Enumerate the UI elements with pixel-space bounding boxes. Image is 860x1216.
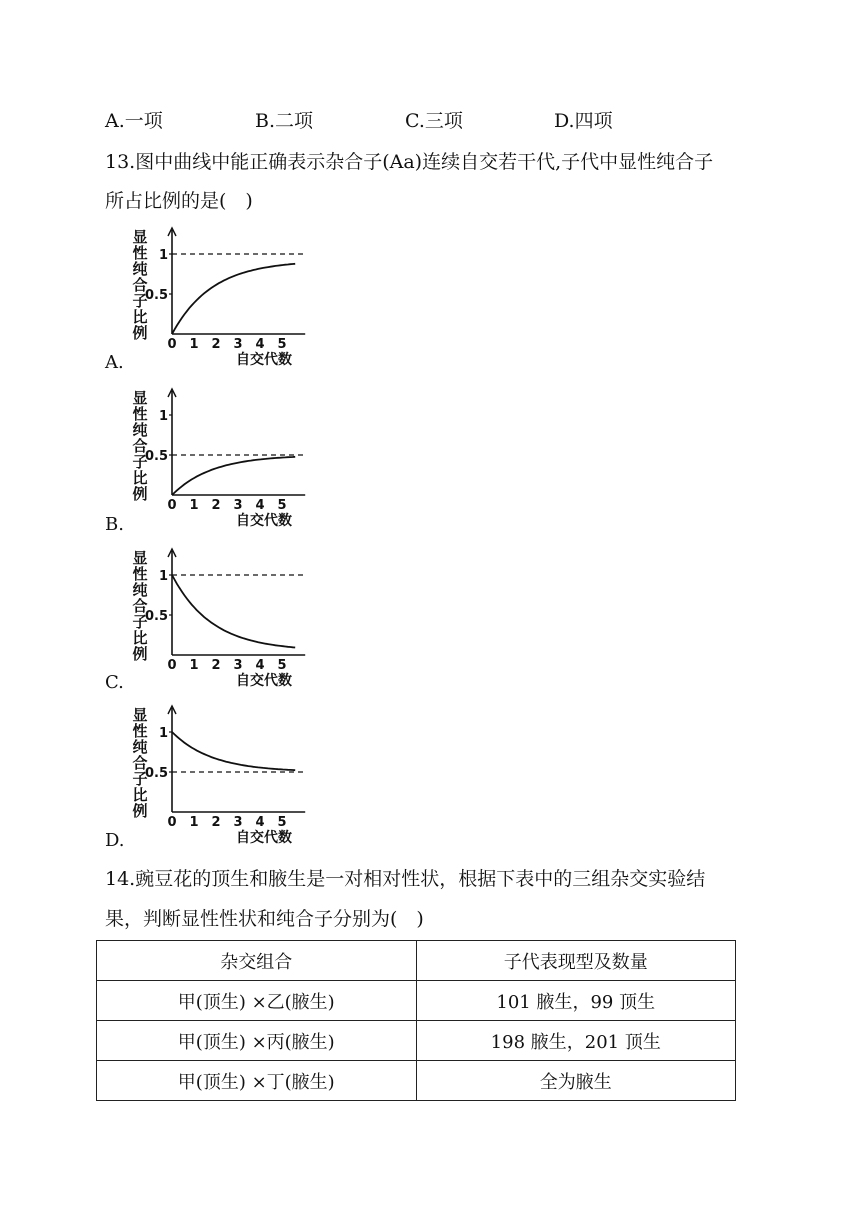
table-header-cell: 子代表现型及数量: [416, 941, 736, 981]
y-tick-label: 1: [158, 569, 168, 584]
table-row: [97, 1061, 736, 1101]
graph-a: [120, 222, 330, 367]
x-tick-label: 3: [233, 498, 243, 513]
x-tick-label: 1: [189, 658, 199, 673]
y-axis-label-char: 纯: [132, 738, 148, 756]
y-axis-label-char: 显: [132, 228, 148, 246]
y-tick-label: 1: [158, 409, 168, 424]
x-axis-label: 自交代数: [236, 673, 292, 689]
option-a: A.一项: [105, 110, 163, 132]
graph-c-svg: [120, 543, 330, 688]
x-tick-label: 0: [167, 815, 177, 830]
y-axis-label-char: 子: [132, 292, 148, 310]
y-axis-label-char: 合: [132, 437, 148, 455]
y-axis-label-char: 例: [132, 324, 148, 342]
table-row: [97, 1021, 736, 1061]
y-axis-label-char: 合: [132, 754, 148, 772]
y-axis-label-char: 比: [132, 308, 148, 326]
option-b: B.二项: [255, 110, 314, 132]
y-tick-label: 0.5: [144, 766, 168, 781]
y-axis-label-char: 子: [132, 613, 148, 631]
table-cell: 198 腋生，201 顶生: [416, 1021, 736, 1061]
x-tick-label: 3: [233, 815, 243, 830]
x-tick-label: 3: [233, 658, 243, 673]
x-tick-label: 4: [255, 498, 265, 513]
x-tick-label: 2: [211, 498, 221, 513]
y-axis-label-char: 比: [132, 629, 148, 647]
x-tick-label: 3: [233, 337, 243, 352]
data-curve: [172, 264, 295, 334]
graph-b: [120, 383, 330, 528]
table-cell: 全为腋生: [416, 1061, 736, 1101]
y-tick-label: 1: [158, 726, 168, 741]
x-tick-label: 5: [277, 658, 287, 673]
y-axis-label-char: 纯: [132, 421, 148, 439]
x-tick-label: 1: [189, 815, 199, 830]
y-axis-label-char: 比: [132, 469, 148, 487]
x-tick-label: 2: [211, 337, 221, 352]
y-tick-label: 1: [158, 248, 168, 263]
cross-results-table: [96, 940, 736, 1101]
x-tick-label: 4: [255, 337, 265, 352]
graph-a-svg: [120, 222, 330, 367]
graph-c-label: C.: [105, 672, 124, 693]
y-tick-label: 0.5: [144, 609, 168, 624]
x-tick-label: 4: [255, 815, 265, 830]
y-axis-label-char: 合: [132, 597, 148, 615]
y-axis-label-char: 例: [132, 645, 148, 663]
y-axis-label-char: 例: [132, 485, 148, 503]
y-axis-label-char: 性: [132, 565, 148, 583]
y-axis-label-char: 性: [132, 405, 148, 423]
y-axis-label-char: 显: [132, 389, 148, 407]
table-header-row: [97, 941, 736, 981]
table-cell: 101 腋生，99 顶生: [416, 981, 736, 1021]
data-curve: [172, 732, 295, 770]
x-tick-label: 0: [167, 337, 177, 352]
x-tick-label: 5: [277, 498, 287, 513]
table-cell: 甲(顶生) ×丁(腋生): [97, 1061, 417, 1101]
x-axis-label: 自交代数: [236, 830, 292, 846]
q14-stem-line-1: 14.豌豆花的顶生和腋生是一对相对性状，根据下表中的三组杂交实验结: [105, 868, 706, 890]
x-tick-label: 1: [189, 498, 199, 513]
y-axis-label-char: 子: [132, 770, 148, 788]
option-d: D.四项: [554, 110, 613, 132]
y-axis-label-char: 性: [132, 722, 148, 740]
y-tick-label: 0.5: [144, 288, 168, 303]
x-tick-label: 2: [211, 815, 221, 830]
x-tick-label: 0: [167, 498, 177, 513]
y-axis-label-char: 子: [132, 453, 148, 471]
y-axis-label-char: 例: [132, 802, 148, 820]
table-cell: 甲(顶生) ×乙(腋生): [97, 981, 417, 1021]
y-axis-label-char: 比: [132, 786, 148, 804]
y-axis-label-char: 显: [132, 706, 148, 724]
graph-c: [120, 543, 330, 688]
table-header-cell: 杂交组合: [97, 941, 417, 981]
table-cell: 甲(顶生) ×丙(腋生): [97, 1021, 417, 1061]
x-tick-label: 5: [277, 815, 287, 830]
y-axis-label-char: 显: [132, 549, 148, 567]
x-tick-label: 4: [255, 658, 265, 673]
y-axis-label-char: 纯: [132, 581, 148, 599]
data-curve: [172, 457, 295, 495]
y-tick-label: 0.5: [144, 449, 168, 464]
graph-b-svg: [120, 383, 330, 528]
y-axis-label-char: 性: [132, 244, 148, 262]
graph-d-label: D.: [105, 830, 125, 851]
x-tick-label: 5: [277, 337, 287, 352]
x-axis-label: 自交代数: [236, 352, 292, 368]
graph-d-svg: [120, 700, 330, 845]
x-axis-label: 自交代数: [236, 513, 292, 529]
q13-stem-line-2: 所占比例的是( ): [105, 190, 253, 212]
data-curve: [172, 575, 295, 648]
table-row: [97, 981, 736, 1021]
x-tick-label: 2: [211, 658, 221, 673]
y-axis-label-char: 合: [132, 276, 148, 294]
graph-a-label: A.: [105, 352, 124, 373]
graph-d: [120, 700, 330, 845]
q14-stem-line-2: 果，判断显性性状和纯合子分别为( ): [105, 908, 424, 930]
y-axis-label-char: 纯: [132, 260, 148, 278]
option-c: C.三项: [405, 110, 463, 132]
x-tick-label: 1: [189, 337, 199, 352]
graph-b-label: B.: [105, 514, 124, 535]
x-tick-label: 0: [167, 658, 177, 673]
q13-stem-line-1: 13.图中曲线中能正确表示杂合子(Aa)连续自交若干代,子代中显性纯合子: [105, 151, 714, 173]
